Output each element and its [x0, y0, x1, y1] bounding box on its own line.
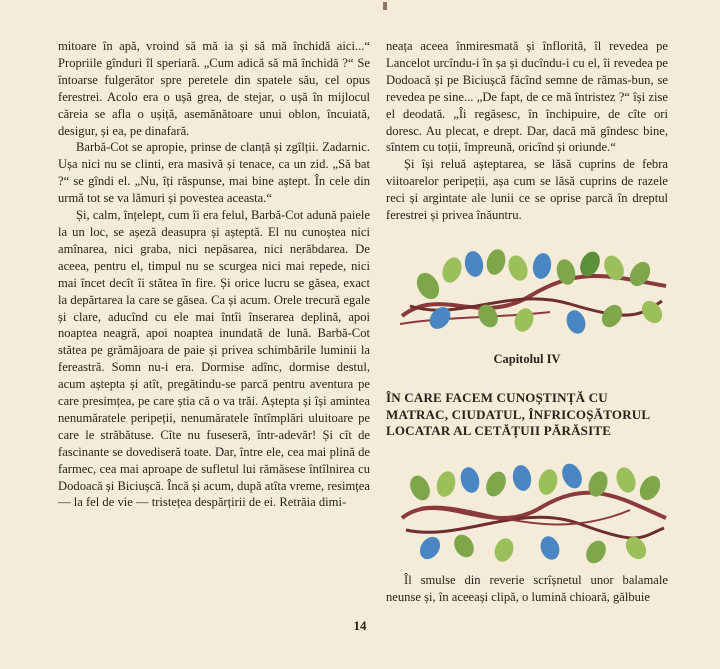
page-number: 14	[353, 618, 367, 633]
chapter-title: ÎN CARE FACEM CUNOȘTINȚĂ CU MATRAC, CIUDATUL, ÎNFRICOȘĂTORUL LOCATAR AL CETĂȚUII PĂRĂSITE	[386, 390, 650, 438]
vine-illustration-top	[400, 246, 668, 338]
chapter-opening-text	[386, 572, 668, 606]
page-edge-mark	[383, 2, 387, 10]
right-paragraph-1: neața aceea înmiresmată și înflorită, îl revedea pe Lancelot urcîndu-i în șa și ducîndu-i cu el, îi revedea pe Dodoacă și pe Biciușcă făcînd semne de rămas-bun, se revedea pe sine... „De fapt, de ce mă întristez ?“ își zise el deodată. „Îi regăsesc, în închipuire, de cîte ori doresc. Au plecat, e drept. Dar, dacă mă gîndesc bine, sîntem cu toții, împreună, oricînd și oriunde.“	[386, 39, 668, 155]
right-paragraph-2: Și își reluă așteptarea, se lăsă cuprins de febra viitoarelor peripeții, așa cum se lăsă cuprins de razele reci și argintate ale lunii ce se oprise parcă în dreptul ferestrei și privea înăuntru.	[386, 157, 668, 223]
chapter-paragraph-1: Îl smulse din reverie scrîșnetul unor balamale neunse și, în aceeași clipă, o lumină chioară, gălbuie	[386, 573, 668, 604]
left-paragraph-3: Și, calm, înțelept, cum îi era felul, Barbă-Cot adună paiele la un loc, se așeză deasupra și așteptă. El nu cunoștea nici amînarea, nici graba, nici nepăsarea, nici nerăbdarea. De aceea, pentru el, timpul nu se scurgea nici mai repede, nici mai încet decît îi stătea în fire. Și orice lucru se găsea, exact la depărtarea la care se găsea. Ca și acum. Orele trecură egale și clare, aducînd cu ele mai întîi înserarea deplină, apoi noaptea neagră, apoi noaptea inundată de lună. Barbă-Cot stătea pe grămăjoara de paie și privea schimbările luminii la fereastră. Somn nu-i era. Dormise adînc, dormise destul, acum aștepta și atît, pregătindu-se parcă pentru aventura pe care presimțea, pe care știa că o va trăi. Aștepta și își amintea nenumăratele peripeții, nenumăratele întîmplări uluitoare pe care le străbătuse. Cîte nu fuseseră, într-adevăr! Și cît de fascinante se dovediseră toate. Dar, între ele, cea mai plină de farmec, cea mai aproape de sufletul lui rămăsese întîlnirea cu Dodoacă și Biciușcă. Încă și acum, după atîta vreme, resimțea — la fel de vie — tristețea despărțirii de ei. Retrăia dimi-	[58, 208, 370, 510]
vine-illustration-bottom	[400, 458, 668, 570]
left-column	[58, 38, 370, 511]
chapter-label: Capitolul IV	[493, 352, 561, 366]
right-column	[386, 38, 668, 224]
left-paragraph-1: mitoare în apă, vroind să mă ia și să mă închidă aici...“ Propriile gînduri îl speriară. „Cum adică să mă închidă ?“ Se întoarse fulgerător spre peretele din spatele său, cel opus ferestrei. Acolo era o ușă grea, de stejar, o ușă în mijlocul căreia se afla o ușiță, asemănătoare unui oblon, încuiată, desigur, și ea, pe dinafară.	[58, 39, 370, 138]
left-paragraph-2: Barbă-Cot se apropie, prinse de clanță și zgîlții. Zadarnic. Ușa nici nu se clinti, era masivă și tenace, ca un zid. „Să bat ?“ se gîndi el. „Nu, îți răspunse, mai bine aștept. În cele din urmă tot se va lămuri și povestea aceasta.“	[58, 140, 370, 206]
